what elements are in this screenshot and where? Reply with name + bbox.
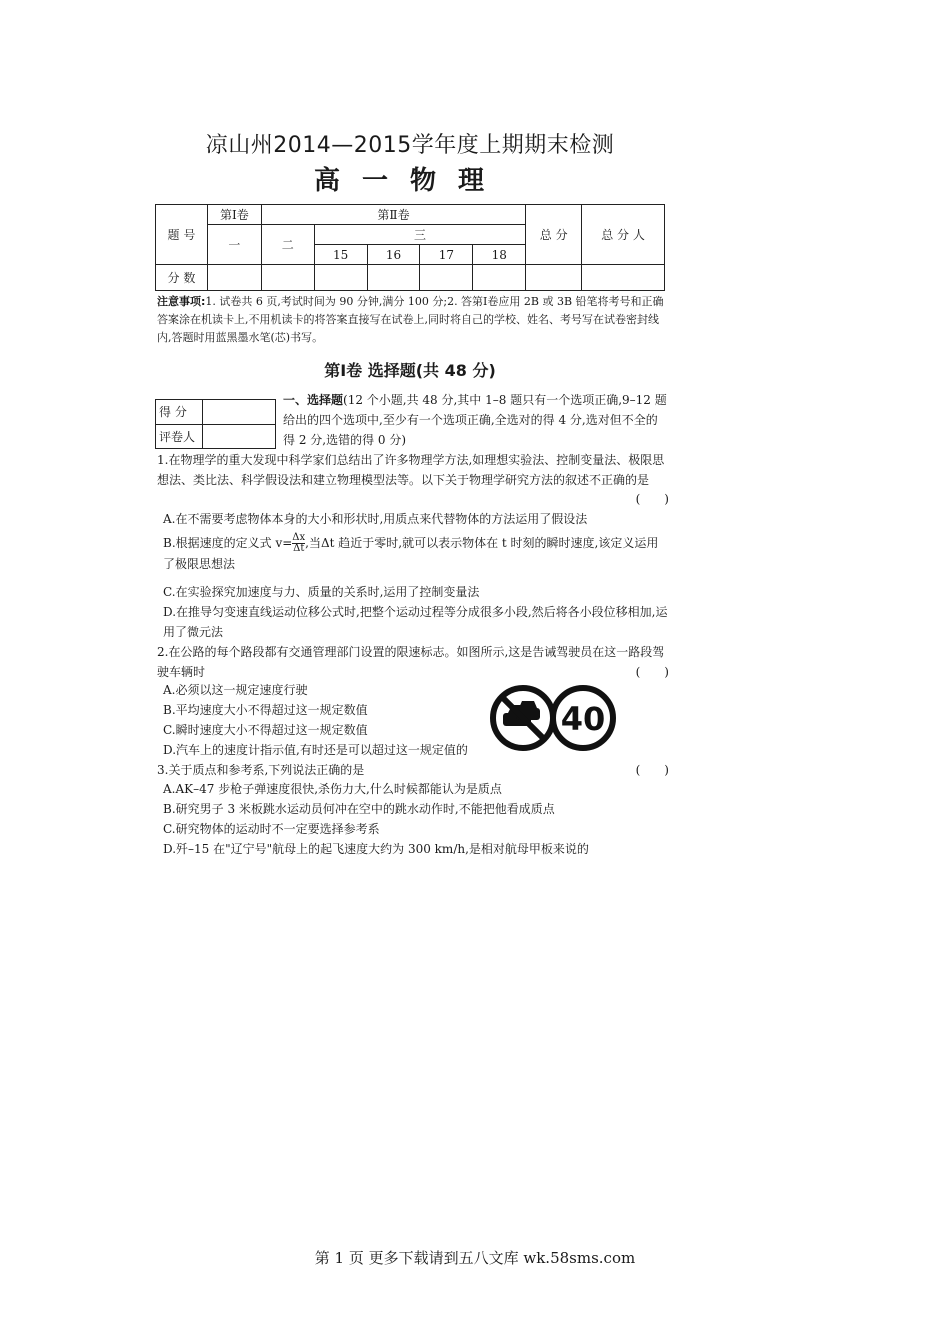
grader-score-cell bbox=[203, 400, 276, 425]
part2-header: 第Ⅱ卷 bbox=[261, 205, 525, 225]
score-cell bbox=[526, 265, 582, 291]
notice-label: 注意事项: bbox=[157, 295, 206, 308]
answer-paren: ( ) bbox=[635, 492, 669, 506]
q3-option-c: C.研究物体的运动时不一定要选择参考系 bbox=[163, 822, 380, 836]
speed-limit-sign-icon bbox=[553, 688, 613, 748]
score-cell bbox=[207, 265, 261, 291]
score-table bbox=[155, 204, 665, 291]
score-cell bbox=[367, 265, 420, 291]
score-cell bbox=[420, 265, 473, 291]
grader-score-label: 得 分 bbox=[156, 400, 203, 425]
sub-col-17: 17 bbox=[420, 245, 473, 265]
sub-col-18: 18 bbox=[473, 245, 526, 265]
col-one: 一 bbox=[207, 225, 261, 265]
q2-option-d: D.汽车上的速度计指示值,有时还是可以超过这一规定值的 bbox=[163, 743, 468, 757]
speed-limit-value: 40 bbox=[560, 700, 606, 738]
q2-option-c: C.瞬时速度大小不得超过这一规定数值 bbox=[163, 723, 368, 737]
score-cell bbox=[261, 265, 314, 291]
q1-option-a: A.在不需要考虑物体本身的大小和形状时,用质点来代替物体的方法运用了假设法 bbox=[163, 512, 588, 526]
q2-option-b: B.平均速度大小不得超过这一规定数值 bbox=[163, 703, 368, 717]
q3-option-b: B.研究男子 3 米板跳水运动员何冲在空中的跳水动作时,不能把他看成质点 bbox=[163, 802, 555, 816]
score-row-label: 分 数 bbox=[156, 265, 208, 291]
q3-option-d: D.歼–15 在"辽宁号"航母上的起飞速度大约为 300 km/h,是相对航母甲板来说的 bbox=[163, 842, 589, 856]
q2-option-a: A.必须以这一规定速度行驶 bbox=[163, 683, 308, 697]
no-overtaking-sign-icon bbox=[493, 688, 553, 748]
question-1-stem: 1.在物理学的重大发现中科学家们总结出了许多物理学方法,如理想实验法、控制变量法、极限思想法、类比法、科学假设法和建立物理模型法等。以下关于物理学研究方法的叙述不正确的是 ( ) bbox=[157, 451, 669, 490]
exam-title: 凉山州2014—2015学年度上期期末检测 bbox=[205, 133, 615, 158]
question-3-stem: 3.关于质点和参考系,下列说法正确的是 ( ) bbox=[157, 761, 669, 781]
traffic-signs bbox=[488, 683, 618, 753]
total-person-header: 总 分 人 bbox=[582, 205, 665, 265]
section-heading: 第Ⅰ卷 选择题(共 48 分) bbox=[324, 361, 496, 380]
exam-notice bbox=[157, 293, 667, 347]
sub-col-15: 15 bbox=[314, 245, 367, 265]
notice-text: 1. 试卷共 6 页,考试时间为 90 分钟,满分 100 分;2. 答第Ⅰ卷应用 2B 或 3B 铅笔将考号和正确答案涂在机读卡上,不用机读卡的将答案直接写在试卷上,同时将自己的学校、姓名、考号写在试卷密封线内,答题时用蓝黑墨水笔(芯)书写。 bbox=[157, 295, 664, 344]
delta-fraction: $\frac{\Delta x}{\Delta t}$ bbox=[292, 532, 306, 554]
answer-paren: ( ) bbox=[635, 763, 669, 777]
part-one-text: (12 个小题,共 48 分,其中 1–8 题只有一个选项正确,9–12 题给出的四个选项中,至少有一个选项正确,全选对的得 4 分,选对但不全的得 2 分,选错的得 0 分) bbox=[283, 393, 667, 447]
part-one-label: 一、选择题 bbox=[283, 393, 344, 407]
q1-option-c: C.在实验探究加速度与力、质量的关系时,运用了控制变量法 bbox=[163, 585, 480, 599]
score-cell bbox=[314, 265, 367, 291]
total-score-header: 总 分 bbox=[526, 205, 582, 265]
q1-option-b: B.根据速度的定义式 v= $\frac{\Delta x}{\Delta t}$ ,当Δt 趋近于零时,就可以表示物体在 t 时刻的瞬时速度,该定义运用了极限思想法 bbox=[163, 532, 659, 571]
page-footer: 第 1 页 更多下载请到五八文库 wk.58sms.com bbox=[314, 1249, 636, 1267]
grader-person-label: 评卷人 bbox=[156, 424, 203, 449]
part-one-instructions bbox=[283, 390, 668, 450]
score-cell bbox=[473, 265, 526, 291]
question-number-label: 题 号 bbox=[156, 205, 208, 265]
q3-option-a: A.AK–47 步枪子弹速度很快,杀伤力大,什么时候都能认为是质点 bbox=[163, 782, 502, 796]
subject-title: 高一物理 bbox=[313, 166, 506, 196]
grader-person-cell bbox=[203, 424, 276, 449]
answer-paren: ( ) bbox=[635, 665, 669, 679]
sub-col-16: 16 bbox=[367, 245, 420, 265]
grader-table bbox=[155, 399, 276, 449]
col-three: 三 bbox=[314, 225, 526, 245]
q1-option-d: D.在推导匀变速直线运动位移公式时,把整个运动过程等分成很多小段,然后将各小段位移相加,运用了微元法 bbox=[163, 605, 668, 639]
col-two: 二 bbox=[261, 225, 314, 265]
question-2-stem: 2.在公路的每个路段都有交通管理部门设置的限速标志。如图所示,这是告诫驾驶员在这一路段驾驶车辆时 ( ) bbox=[157, 643, 669, 682]
score-cell bbox=[582, 265, 665, 291]
part1-header: 第Ⅰ卷 bbox=[207, 205, 261, 225]
